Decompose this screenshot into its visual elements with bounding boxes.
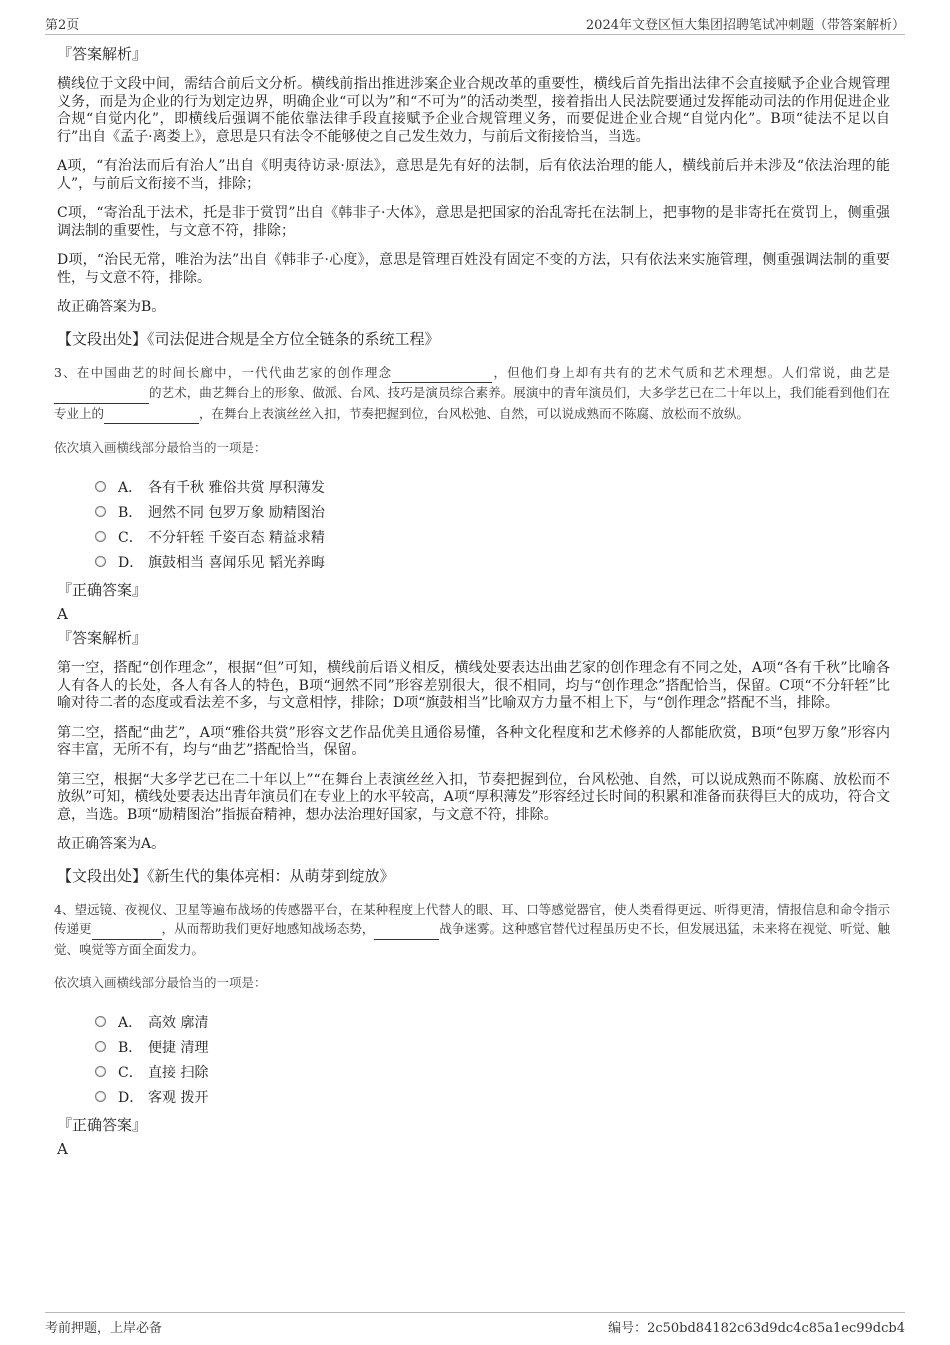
source-citation: 【文段出处】《新生代的集体亮相：从萌芽到绽放》 bbox=[57, 866, 395, 885]
radio-icon[interactable] bbox=[95, 531, 106, 542]
analysis-paragraph: 第一空，搭配“创作理念”，根据“但”可知，横线前后语义相反，横线处要表达出曲艺家的创作理念有不同之处，A项“各有千秋”比喻各人有各人的长处，各人有各人的特色，B项“迥然不同”形容差别很大，很不相同，均与“创作理念”搭配恰当，保留。C项“不分轩轾”比喻对待二者的态度或看法差不多，与文意相悖，排除；D项“旗鼓相当”比喻双方力量不相上下，与“创作理念”搭配不当，排除。 bbox=[57, 660, 890, 711]
option-a[interactable]: A． 高效 廓清 bbox=[95, 1009, 890, 1034]
document-id: 编号：2c50bd84182c63d9dc4c85a1ec99dcb4 bbox=[608, 1321, 905, 1336]
option-c[interactable]: C． 直接 扫除 bbox=[95, 1059, 890, 1084]
analysis-label: 『答案解析』 bbox=[57, 45, 148, 63]
analysis-paragraph: D项，“治民无常，唯治为法”出自《韩非子·心度》，意思是管理百姓没有固定不变的方法，只有依法来实施管理，侧重强调法制的重要性，与文意不符，排除。 bbox=[57, 252, 890, 286]
option-b[interactable]: B． 便捷 清理 bbox=[95, 1034, 890, 1059]
answer-label: 『正确答案』 bbox=[57, 581, 148, 599]
radio-icon[interactable] bbox=[95, 1016, 106, 1027]
source-citation: 【文段出处】《司法促进合规是全方位全链条的系统工程》 bbox=[57, 329, 440, 348]
page-content bbox=[54, 44, 890, 1163]
question-prompt: 依次填入画横线部分最恰当的一项是： bbox=[54, 975, 267, 990]
footer-slogan: 考前押题，上岸必备 bbox=[45, 1321, 163, 1336]
page-footer bbox=[45, 1312, 905, 1337]
blank-line bbox=[104, 404, 199, 425]
radio-icon[interactable] bbox=[95, 1091, 106, 1102]
option-b[interactable]: B． 迥然不同 包罗万象 励精图治 bbox=[95, 499, 890, 524]
document-title: 2024年文登区恒大集团招聘笔试冲刺题（带答案解析） bbox=[585, 18, 905, 33]
answer-label: 『正确答案』 bbox=[57, 1116, 148, 1134]
option-a[interactable]: A． 各有千秋 雅俗共赏 厚积薄发 bbox=[95, 474, 890, 499]
radio-icon[interactable] bbox=[95, 556, 106, 567]
conclusion: 故正确答案为B。 bbox=[57, 299, 166, 315]
radio-icon[interactable] bbox=[95, 1041, 106, 1052]
option-d[interactable]: D． 旗鼓相当 喜闻乐见 韬光养晦 bbox=[95, 549, 890, 574]
question-3-stem: 3、在中国曲艺的时间长廊中，一代代曲艺家的创作理念 ，但他们身上却有共有的艺术气质和艺术理想。人们常说，曲艺是 的艺术，曲艺舞台上的形象、做派、台风、技巧是演员综合素养。展演中的青年演员们，大多学艺已在二十年以上，我们能看到他们在专业上的 ，在舞台上表演丝丝入扣，节奏把握到位，台风松弛、自然，可以说成熟而不陈腐、放松而不放纵。 bbox=[54, 363, 890, 425]
analysis-paragraph: A项，“有治法而后有治人”出自《明夷待访录·原法》，意思是先有好的法制，后有依法治理的能人，横线前后并未涉及“依法治理的能人”，与前后文衔接不当，排除； bbox=[57, 158, 890, 192]
analysis-paragraph: C项，“寄治乱于法术，托是非于赏罚”出自《韩非子·大体》，意思是把国家的治乱寄托在法制上，把事物的是非寄托在赏罚上，侧重强调法制的重要性，与文意不符，排除； bbox=[57, 205, 890, 239]
blank-line bbox=[54, 383, 149, 404]
blank-line bbox=[374, 919, 439, 940]
answer-value: A bbox=[57, 605, 68, 623]
option-d[interactable]: D． 客观 拨开 bbox=[95, 1084, 890, 1109]
answer-value: A bbox=[57, 1140, 68, 1158]
analysis-paragraph: 第二空，搭配“曲艺”，A项“雅俗共赏”形容文艺作品优美且通俗易懂，各种文化程度和艺术修养的人都能欣赏，B项“包罗万象”形容内容丰富，无所不有，均与“曲艺”搭配恰当，保留。 bbox=[57, 724, 890, 758]
conclusion: 故正确答案为A。 bbox=[57, 836, 166, 852]
option-list bbox=[95, 1009, 890, 1109]
question-prompt: 依次填入画横线部分最恰当的一项是： bbox=[54, 440, 267, 455]
radio-icon[interactable] bbox=[95, 1066, 106, 1077]
option-c[interactable]: C． 不分轩轾 千姿百态 精益求精 bbox=[95, 524, 890, 549]
blank-line bbox=[92, 919, 162, 940]
analysis-paragraph: 第三空，根据“大多学艺已在二十年以上”“在舞台上表演丝丝入扣，节奏把握到位，台风松弛、自然，可以说成熟而不陈腐、放松而不放纵”可知，横线处要表达出青年演员们在专业上的水平较高，A项“厚积薄发”形容经过长时间的积累和准备而获得巨大的成功，符合文意，当选。B项“励精图治”指振奋精神，想办法治理好国家，与文意不符，排除。 bbox=[57, 771, 890, 823]
radio-icon[interactable] bbox=[95, 506, 106, 517]
option-list bbox=[95, 474, 890, 574]
page-number: 第2页 bbox=[45, 18, 80, 33]
analysis-label: 『答案解析』 bbox=[57, 629, 148, 647]
radio-icon[interactable] bbox=[95, 481, 106, 492]
blank-line bbox=[392, 363, 492, 384]
analysis-paragraph: 横线位于文段中间，需结合前后文分析。横线前指出推进涉案企业合规改革的重要性，横线后首先指出法律不会直接赋予企业合规管理义务，而是为企业的行为划定边界，明确企业“可以为”和“不可为”的活动类型，接着指出人民法院要通过发挥能动司法的作用促进企业合规“自觉内化”，即横线后强调不能依靠法律手段直接赋予企业合规管理义务，而要促进企业合规“自觉内化”。B项“徒法不足以自行”出自《孟子·离娄上》，意思是只有法令不能够使之自己发生效力，与前后文衔接恰当，当选。 bbox=[57, 76, 890, 145]
page-header bbox=[45, 12, 905, 35]
question-4-stem: 4、望远镜、夜视仪、卫星等遍布战场的传感器平台，在某种程度上代替人的眼、耳、口等感觉器官，使人类看得更远、听得更清，情报信息和命令指示传递更 ，从而帮助我们更好地感知战场态势， 战争迷雾。这种感官替代过程虽历史不长，但发展迅猛，未来将在视觉、听觉、触觉、嗅觉等方面全面发力。 bbox=[54, 901, 890, 957]
